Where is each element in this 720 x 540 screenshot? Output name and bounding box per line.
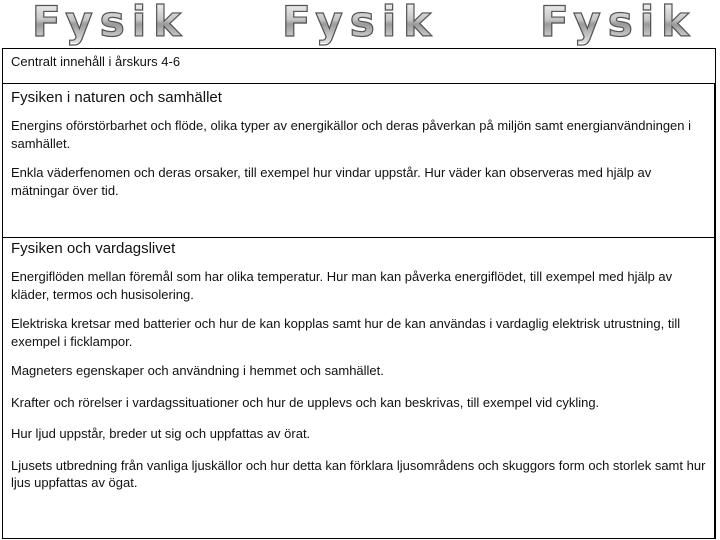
section-nature-society [2, 83, 716, 238]
intro-label: Centralt innehåll i årskurs 4-6 [11, 54, 181, 69]
content-item: Magneters egenskaper och användning i hemmet och samhället. [11, 363, 384, 378]
title-banner [0, 0, 720, 46]
content-item: Elektriska kretsar med batterier och hur de kan kopplas samt hur de kan användas i vardaglig elektrisk utrustning, till exempel i ficklampor. [11, 316, 681, 349]
fysik-title-right: Fysik [540, 0, 697, 46]
section-everyday-life [2, 237, 716, 539]
fysik-title-left: Fysik [32, 0, 189, 46]
section-heading: Fysiken och vardagslivet [11, 240, 176, 257]
content-item: Ljusets utbredning från vanliga ljuskällor och hur detta kan förklara ljusområdens och skuggors form och storlek samt hur ljus uppfattas av ögat. [11, 457, 706, 490]
content-item: Krafter och rörelser i vardagssituationer och hur de upplevs och kan beskrivas, till exempel vid cykling. [11, 394, 600, 410]
content-item: Hur ljud uppstår, breder ut sig och uppfattas av örat. [11, 426, 311, 441]
fysik-title-center: Fysik [282, 0, 439, 46]
content-item: Energins oförstörbarhet och flöde, olika typer av energikällor och deras påverkan på miljön samt energianvändningen i samhället. [11, 118, 692, 151]
content-item: Energiflöden mellan föremål som har olika temperatur. Hur man kan påverka energiflödet, till exempel med hjälp av kläder, termos och husisolering. [11, 269, 673, 302]
section-heading: Fysiken i naturen och samhället [11, 89, 222, 106]
intro-box [2, 48, 716, 84]
content-item: Enkla väderfenomen och deras orsaker, till exempel hur vindar uppstår. Hur väder kan observeras med hjälp av mätningar över tid. [11, 165, 652, 198]
